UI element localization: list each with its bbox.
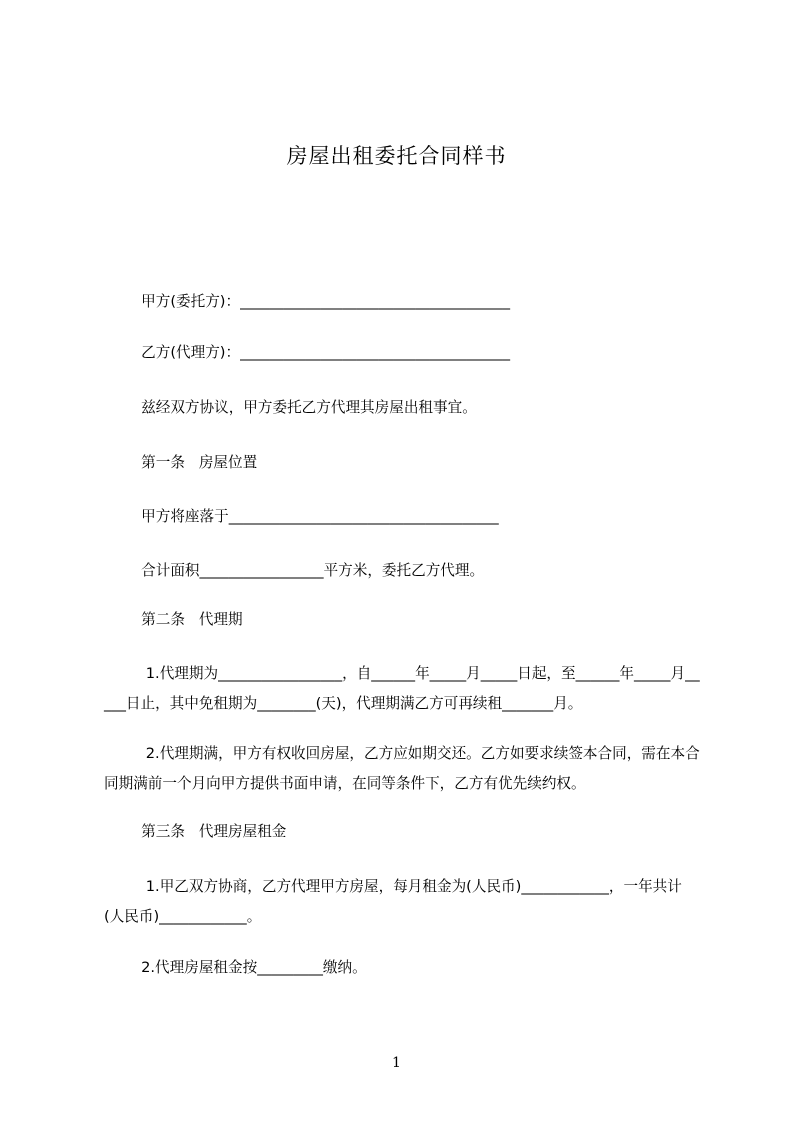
agreement-intro: 兹经双方协议，甲方委托乙方代理其房屋出租事宜。 [104,399,477,416]
agency-period-clause-1: 1.代理期为_________________，自______年_____月_____日起，至______年_____月_____日止，其中免租期为________(天)，代理期满乙方可再续租_______月。 [104,665,700,712]
article-3-heading: 第三条 代理房屋租金 [104,823,287,840]
article-2-heading: 第二条 代理期 [104,611,243,628]
page-number: 1 [392,1055,401,1071]
agency-period-clause-2: 2.代理期满，甲方有权收回房屋，乙方应如期交还。乙方如要求续签本合同，需在本合同期满前一个月向甲方提供书面申请，在同等条件下，乙方有优先续约权。 [104,745,700,792]
party-a-line: 甲方(委托方)：_____________________________________ [104,293,511,310]
property-location-line: 甲方将座落于_____________________________________ [104,508,499,525]
property-area-line: 合计面积_________________平方米，委托乙方代理。 [104,562,485,579]
article-1-heading: 第一条 房屋位置 [104,454,258,471]
rent-clause-2: 2.代理房屋租金按_________缴纳。 [104,959,367,976]
document-title: 房屋出租委托合同样书 [286,144,507,168]
rent-clause-1: 1.甲乙双方协商，乙方代理甲方房屋，每月租金为(人民币)____________，一年共计(人民币)____________。 [104,878,682,925]
party-b-line: 乙方(代理方)：_____________________________________ [104,344,511,361]
